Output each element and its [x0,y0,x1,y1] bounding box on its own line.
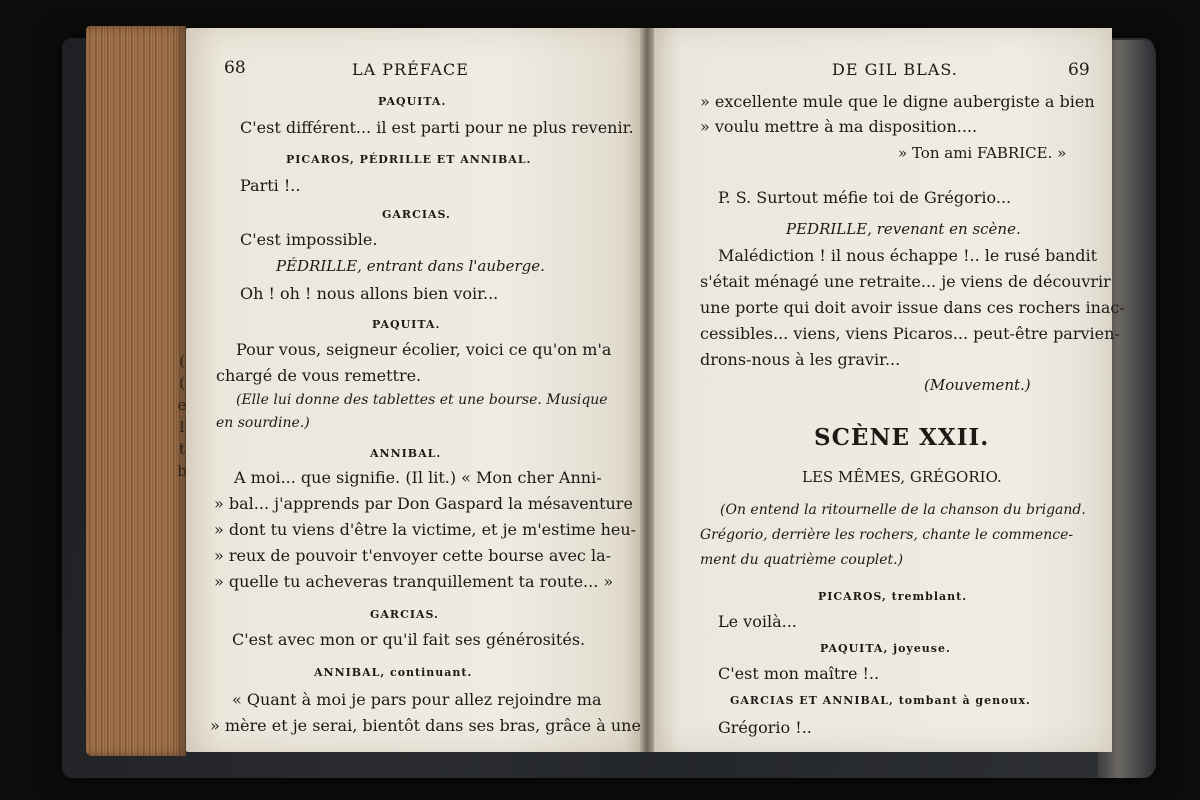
stage-direction: (Mouvement.) [924,376,1031,394]
speaker: PAQUITA, joyeuse. [820,642,951,655]
stage-direction: (On entend la ritournelle de la chanson du brigand. [720,502,1086,518]
text-line: « Quant à moi je pars pour allez rejoindre ma [232,690,602,709]
stage-direction: en sourdine.) [216,415,310,431]
page-block-edge [86,26,186,756]
stage-direction: PÉDRILLE, entrant dans l'auberge. [276,257,545,275]
margin-marks: ( ( e l t b [177,352,187,480]
speaker: GARCIAS. [370,608,439,621]
text-line: cessibles... viens, viens Picaros... peut-être parvien- [700,324,1120,343]
text-line: Malédiction ! il nous échappe !.. le rusé bandit [718,246,1098,265]
book-gutter [640,28,654,752]
left-page-number: 68 [224,58,246,78]
text-line: Le voilà... [718,612,797,631]
text-line: C'est mon maître !.. [718,664,880,683]
stage-direction: Grégorio, derrière les rochers, chante le commence- [700,527,1074,543]
speaker: ANNIBAL. [370,447,442,460]
left-running-head: LA PRÉFACE [352,60,469,79]
speaker: PICAROS, PÉDRILLE ET ANNIBAL. [286,153,532,166]
text-line: » voulu mettre à ma disposition.... [700,117,978,136]
text-line: C'est différent... il est parti pour ne plus revenir. [240,118,634,137]
text-line: » mère et je serai, bientôt dans ses bras, grâce à une [210,716,641,735]
text-line: chargé de vous remettre. [216,366,422,385]
text-line: drons-nous à les gravir... [700,350,901,369]
stage-direction: PEDRILLE, revenant en scène. [786,220,1021,238]
speaker: GARCIAS. [382,208,451,221]
speaker: PICAROS, tremblant. [818,590,968,603]
speaker: ANNIBAL, continuant. [314,666,473,679]
text-line: » reux de pouvoir t'envoyer cette bourse avec la- [214,546,612,565]
text-line: » excellente mule que le digne aubergiste a bien [700,92,1095,111]
text-line: C'est impossible. [240,230,378,249]
scene-title: SCÈNE XXII. [814,424,990,451]
speaker: GARCIAS ET ANNIBAL, tombant à genoux. [730,694,1031,707]
stage-direction: ment du quatrième couplet.) [700,552,904,568]
text-line: » dont tu viens d'être la victime, et je m'estime heu- [214,520,637,539]
text-line: A moi... que signifie. (Il lit.) « Mon cher Anni- [234,468,602,487]
text-line: » quelle tu acheveras tranquillement ta route... » [214,572,614,591]
text-line: » bal... j'apprends par Don Gaspard la mésaventure [214,494,633,513]
speaker: PAQUITA. [372,318,441,331]
right-running-head: DE GIL BLAS. [832,60,958,79]
text-line: Pour vous, seigneur écolier, voici ce qu'on m'a [236,340,612,359]
text-line: C'est avec mon or qu'il fait ses générosités. [232,630,586,649]
right-page-number: 69 [1068,60,1090,80]
text-line: Oh ! oh ! nous allons bien voir... [240,284,499,303]
text-line: une porte qui doit avoir issue dans ces rochers inac- [700,298,1125,317]
text-line: Parti !.. [240,176,301,195]
speaker: PAQUITA. [378,95,447,108]
scene-characters: LES MÊMES, GRÉGORIO. [802,468,1002,486]
text-line: s'était ménagé une retraite... je viens de découvrir [700,272,1111,291]
text-line: Grégorio !.. [718,718,812,737]
stage-direction: (Elle lui donne des tablettes et une bourse. Musique [236,392,608,408]
signature-line: » Ton ami FABRICE. » [898,144,1067,162]
text-line: P. S. Surtout méfie toi de Grégorio... [718,188,1012,207]
